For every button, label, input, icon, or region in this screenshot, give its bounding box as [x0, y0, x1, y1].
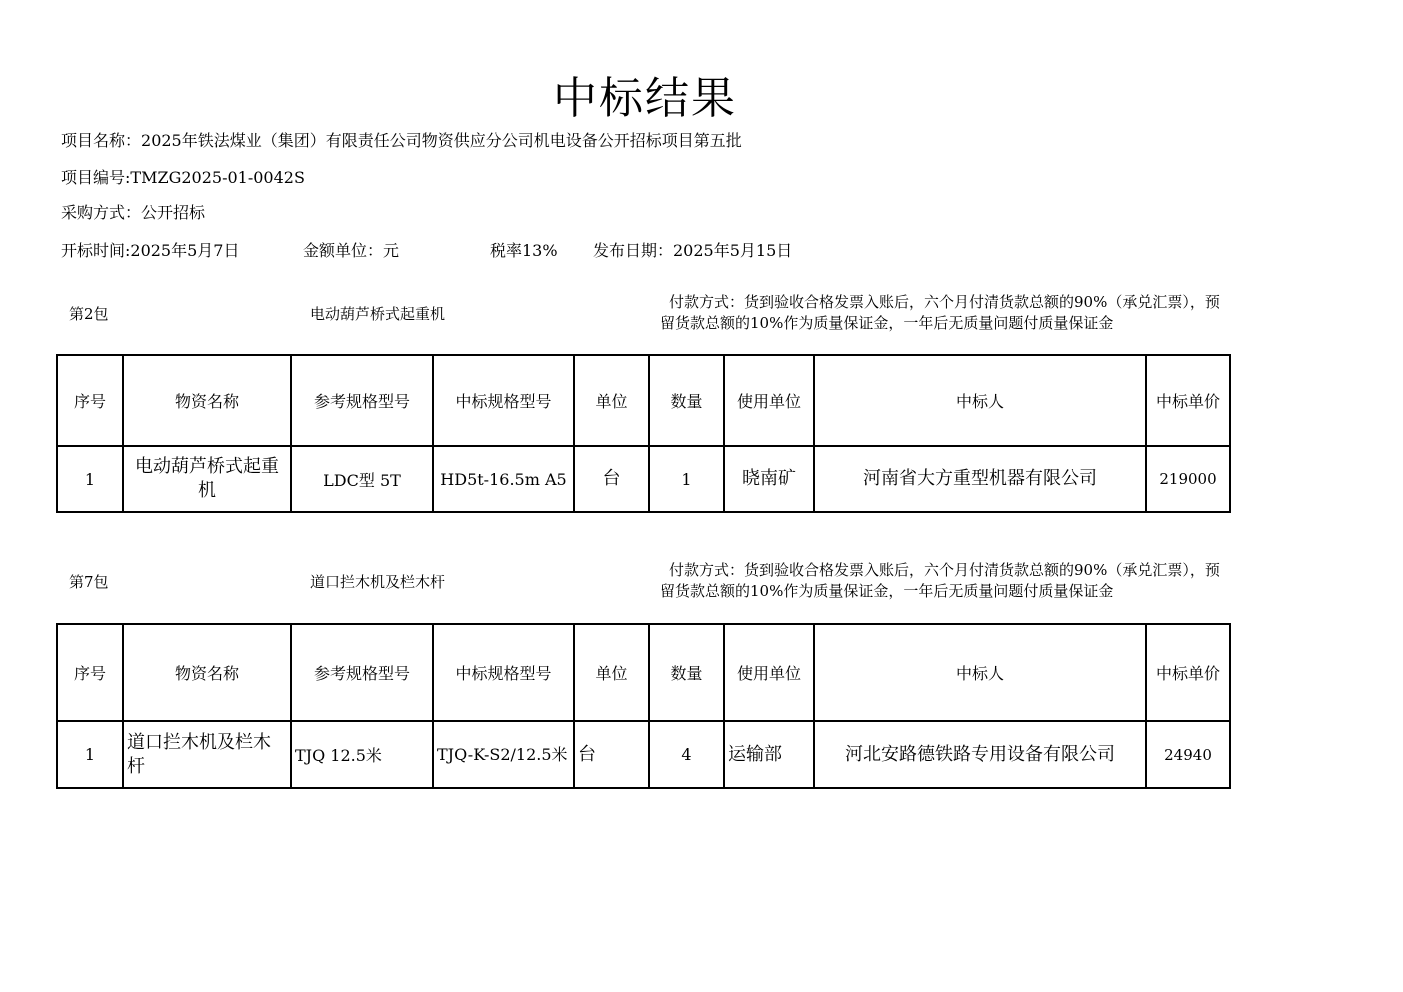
col-seq: 序号 [57, 624, 123, 721]
col-ref-spec: 参考规格型号 [291, 624, 433, 721]
cell-unit: 台 [574, 721, 649, 788]
project-code: TMZG2025-01-0042S [130, 168, 305, 187]
package-item-title: 电动葫芦桥式起重机 [310, 305, 446, 323]
procurement-method-line [61, 200, 205, 223]
cell-unit: 台 [574, 446, 649, 512]
col-user-unit: 使用单位 [724, 624, 814, 721]
col-ref-spec: 参考规格型号 [291, 355, 433, 446]
cell-user-unit: 运输部 [724, 721, 814, 788]
cell-price: 219000 [1146, 446, 1230, 512]
cell-bid-spec: TJQ-K-S2/12.5米 [433, 721, 574, 788]
col-unit: 单位 [574, 624, 649, 721]
col-bid-spec: 中标规格型号 [433, 355, 574, 446]
col-name: 物资名称 [123, 355, 291, 446]
col-seq: 序号 [57, 355, 123, 446]
cell-name: 电动葫芦桥式起重机 [123, 446, 291, 512]
col-winner: 中标人 [814, 355, 1146, 446]
currency-unit: 金额单位：元 [303, 241, 400, 260]
project-name-label: 项目名称： [61, 131, 142, 150]
cell-bid-spec: HD5t-16.5m A5 [433, 446, 574, 512]
tax-rate: 税率13% [490, 241, 558, 260]
col-unit: 单位 [574, 355, 649, 446]
cell-winner: 河北安路德铁路专用设备有限公司 [814, 721, 1146, 788]
publish-date: 发布日期：2025年5月15日 [593, 241, 793, 260]
cell-ref-spec: LDC型 5T [291, 446, 433, 512]
package-label: 第2包 [69, 305, 109, 323]
cell-user-unit: 晓南矿 [724, 446, 814, 512]
col-name: 物资名称 [123, 624, 291, 721]
procurement-method-label: 采购方式： [61, 203, 142, 222]
col-price: 中标单价 [1146, 355, 1230, 446]
cell-winner: 河南省大方重型机器有限公司 [814, 446, 1146, 512]
table-row [57, 446, 1230, 512]
cell-qty: 1 [649, 446, 724, 512]
payment-terms: 付款方式：货到验收合格发票入账后，六个月付清货款总额的90%（承兑汇票），预留货款总额的10%作为质量保证金，一年后无质量问题付质量保证金 [660, 561, 1220, 600]
bid-table [56, 354, 1231, 513]
project-code-label: 项目编号: [61, 168, 131, 187]
procurement-method: 公开招标 [141, 203, 206, 222]
project-name: 2025年铁法煤业（集团）有限责任公司物资供应分公司机电设备公开招标项目第五批 [141, 131, 742, 150]
cell-seq: 1 [57, 446, 123, 512]
page-title: 中标结果 [553, 73, 737, 124]
cell-price: 24940 [1146, 721, 1230, 788]
payment-terms: 付款方式：货到验收合格发票入账后，六个月付清货款总额的90%（承兑汇票），预留货款总额的10%作为质量保证金，一年后无质量问题付质量保证金 [660, 293, 1220, 332]
col-qty: 数量 [649, 355, 724, 446]
cell-ref-spec: TJQ 12.5米 [291, 721, 433, 788]
package-label: 第7包 [69, 573, 109, 591]
col-price: 中标单价 [1146, 624, 1230, 721]
cell-seq: 1 [57, 721, 123, 788]
cell-name: 道口拦木机及栏木杆 [123, 721, 291, 788]
col-user-unit: 使用单位 [724, 355, 814, 446]
table-row [57, 721, 1230, 788]
col-qty: 数量 [649, 624, 724, 721]
open-time: 开标时间:2025年5月7日 [61, 241, 240, 260]
project-name-line [61, 128, 742, 151]
cell-qty: 4 [649, 721, 724, 788]
col-winner: 中标人 [814, 624, 1146, 721]
col-bid-spec: 中标规格型号 [433, 624, 574, 721]
project-code-line [61, 165, 305, 188]
package-item-title: 道口拦木机及栏木杆 [310, 573, 446, 591]
bid-table [56, 623, 1231, 789]
table-header-row [57, 624, 1230, 721]
table-header-row [57, 355, 1230, 446]
